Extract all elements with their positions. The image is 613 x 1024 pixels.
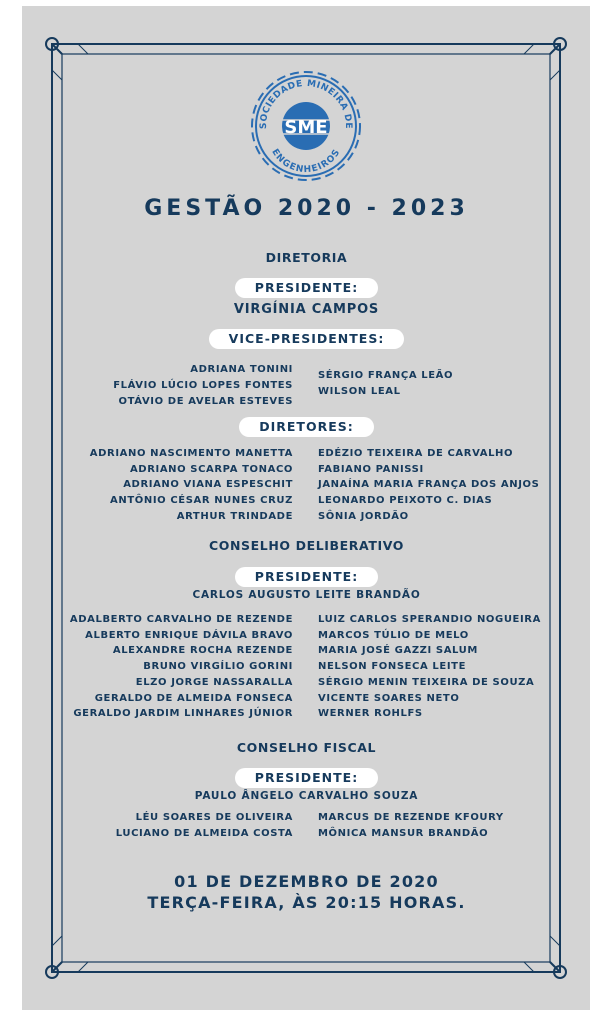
svg-text:SOCIEDADE MINEIRA DE: SOCIEDADE MINEIRA DE: [258, 78, 354, 130]
list-item: MARCOS TÚLIO DE MELO: [318, 629, 469, 641]
section-heading-conselho-deliberativo: CONSELHO DELIBERATIVO: [209, 538, 404, 553]
list-item: MARCUS DE REZENDE KFOURY: [318, 812, 504, 823]
vice-presidentes-list: [0, 362, 613, 412]
list-item: LEONARDO PEIXOTO C. DIAS: [318, 495, 493, 507]
conselho-deliberativo-list: [0, 612, 613, 724]
sme-logo: [244, 64, 368, 188]
list-item: WILSON LEAL: [318, 386, 401, 397]
role-badge-vice-presidentes: VICE-PRESIDENTES:: [209, 329, 405, 349]
list-item: SÉRGIO FRANÇA LEÃO: [318, 370, 454, 381]
list-item: ADRIANO NASCIMENTO MANETTA: [89, 448, 293, 459]
list-item: JANAÍNA MARIA FRANÇA DOS ANJOS: [318, 479, 540, 491]
list-item: SÉRGIO MENIN TEIXEIRA DE SOUZA: [318, 676, 535, 688]
list-item: ALEXANDRE ROCHA REZENDE: [112, 645, 293, 657]
event-time: TERÇA-FEIRA, ÀS 20:15 HORAS.: [147, 893, 466, 912]
list-item: WERNER ROHLFS: [318, 708, 423, 720]
list-item: ELZO JORGE NASSARALLA: [135, 676, 293, 688]
section-heading-conselho-fiscal: CONSELHO FISCAL: [236, 740, 377, 755]
role-badge-presidente: PRESIDENTE:: [235, 768, 378, 788]
svg-text:ENGENHEIROS: ENGENHEIROS: [269, 147, 343, 176]
svg-text:SME: SME: [284, 117, 328, 138]
list-item: ADRIANO VIANA ESPESCHIT: [123, 479, 293, 491]
event-date: 01 DE DEZEMBRO DE 2020: [174, 872, 439, 891]
role-badge-presidente: PRESIDENTE:: [235, 567, 378, 587]
list-item: ANTÔNIO CÉSAR NUNES CRUZ: [110, 495, 293, 507]
list-item: ARTHUR TRINDADE: [176, 510, 293, 522]
list-item: VICENTE SOARES NETO: [318, 692, 460, 704]
list-item: FLÁVIO LÚCIO LOPES FONTES: [113, 380, 293, 391]
list-item: MARIA JOSÉ GAZZI SALUM: [318, 645, 478, 657]
list-item: LUIZ CARLOS SPERANDIO NOGUEIRA: [318, 614, 541, 625]
role-badge-presidente: PRESIDENTE:: [235, 278, 378, 298]
list-item: BRUNO VIRGÍLIO GORINI: [143, 661, 293, 673]
list-item: OTÁVIO DE AVELAR ESTEVES: [118, 396, 293, 407]
list-item: SÔNIA JORDÃO: [318, 510, 409, 522]
list-item: ALBERTO ENRIQUE DÁVILA BRAVO: [85, 629, 293, 641]
list-item: ADALBERTO CARVALHO DE REZENDE: [69, 614, 293, 625]
presidente-name: CARLOS AUGUSTO LEITE BRANDÃO: [192, 589, 421, 601]
list-item: ADRIANA TONINI: [190, 364, 293, 375]
list-item: FABIANO PANISSI: [318, 463, 424, 475]
presidente-name: VIRGÍNIA CAMPOS: [233, 302, 380, 317]
diretores-list: [0, 446, 613, 526]
page-title: GESTÃO 2020 - 2023: [144, 196, 469, 221]
list-item: ADRIANO SCARPA TONACO: [129, 463, 293, 475]
conselho-fiscal-list: [0, 810, 613, 844]
list-item: MÔNICA MANSUR BRANDÃO: [318, 827, 489, 839]
role-badge-diretores: DIRETORES:: [239, 417, 374, 437]
section-heading-diretoria: DIRETORIA: [265, 250, 348, 265]
list-item: LUCIANO DE ALMEIDA COSTA: [115, 827, 293, 839]
list-item: GERALDO JARDIM LINHARES JÚNIOR: [73, 708, 293, 720]
presidente-name: PAULO ÂNGELO CARVALHO SOUZA: [194, 790, 419, 802]
list-item: NELSON FONSECA LEITE: [318, 661, 466, 673]
list-item: EDÉZIO TEIXEIRA DE CARVALHO: [318, 448, 514, 459]
list-item: LÉU SOARES DE OLIVEIRA: [135, 812, 293, 823]
list-item: GERALDO DE ALMEIDA FONSECA: [94, 692, 293, 704]
